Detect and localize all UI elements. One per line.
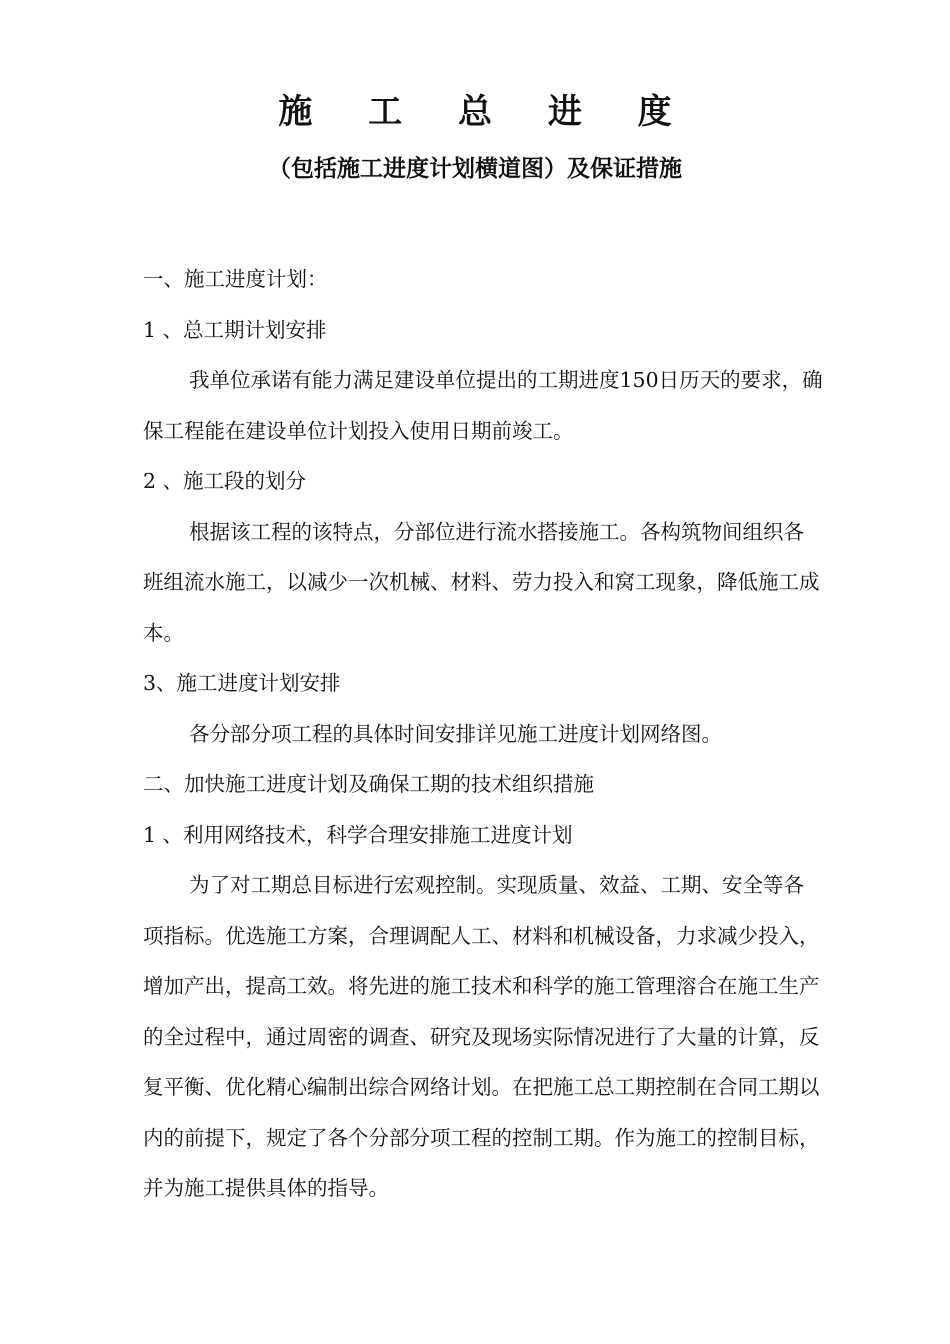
paragraph-duration-commitment: 我单位承诺有能力满足建设单位提出的工期进度150日历天的要求，确保工程能在建设单位计划投入使用日期前竣工。 [143,368,823,443]
subheading-section-division: 2 、施工段的划分 [143,469,307,493]
heading-schedule-plan: 一、施工进度计划： [143,267,328,291]
paragraph-schedule-arrangement: 各分部分项工程的具体时间安排详见施工进度计划网络图。 [189,721,722,746]
document-subtitle: （包括施工进度计划横道图）及保证措施 [268,156,682,182]
document-body [143,254,823,1214]
subheading-schedule-arrangement: 3、施工进度计划安排 [143,671,341,695]
heading-technical-measures: 二、加快施工进度计划及确保工期的技术组织措施 [143,772,594,796]
document-title: 施 工 总 进 度 [278,92,694,132]
paragraph-network-technology: 为了对工期总目标进行宏观控制。实现质量、效益、工期、安全等各项指标。优选施工方案，合理调配人工、材料和机械设备，力求减少投入，增加产出，提高工效。将先进的施工技术和科学的施工管理溶合在施工生产的全过程中，通过周密的调查、研究及现场实际情况进行了大量的计算，反复平衡、优化精心编制出综合网络计划。在把施工总工期控制在合同工期以内的前提下，规定了各个分部分项工程的控制工期。作为施工的控制目标，并为施工提供具体的指导。 [143,873,820,1200]
subheading-network-technology: 1 、利用网络技术，科学合理安排施工进度计划 [143,822,573,847]
paragraph-section-division: 根据该工程的该特点，分部位进行流水搭接施工。各构筑物间组织各班组流水施工，以减少一次机械、材料、劳力投入和窝工现象，降低施工成本。 [143,519,820,645]
subheading-total-duration: 1 、总工期计划安排 [143,317,327,342]
